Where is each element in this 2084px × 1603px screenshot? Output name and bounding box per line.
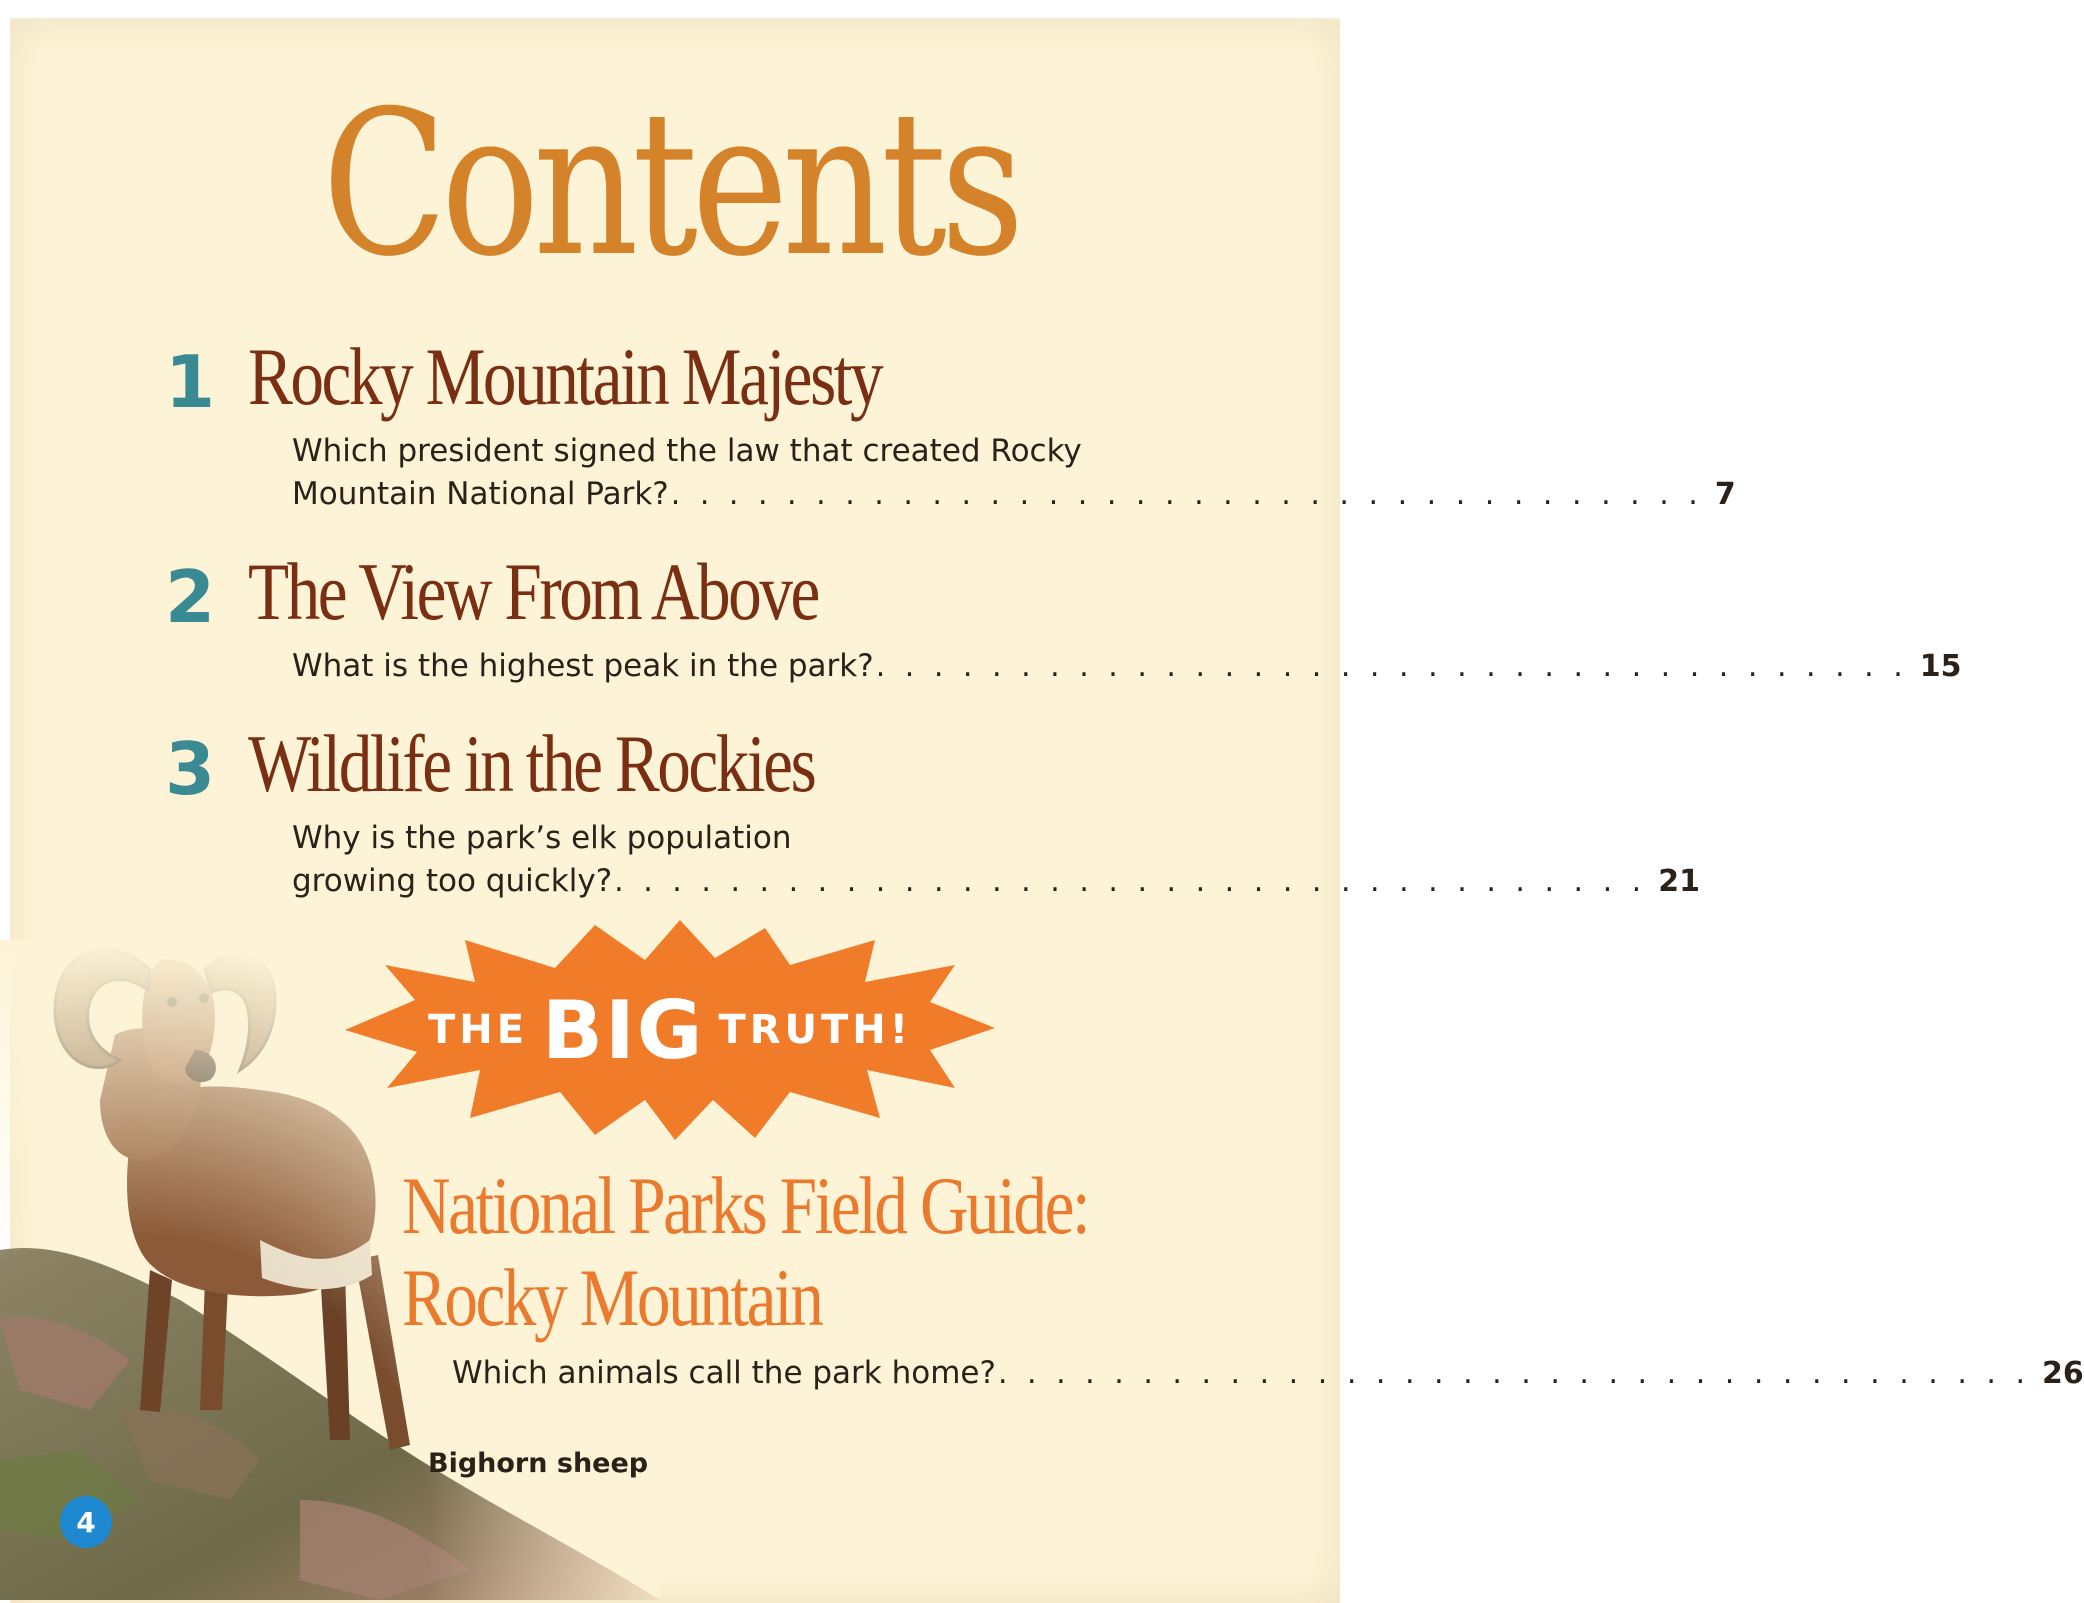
dot-leader: . . . . . . . . . . . . . . . . . . . . . . . . . . . . . . . . . . . . xyxy=(670,477,1703,512)
dot-leader: . . . . . . . . . . . . . . . . . . . . . . . . . . . . . . . . . . . . xyxy=(875,649,1908,684)
chapter-title: Wildlife in the Rockies xyxy=(248,718,815,809)
photo-caption: Bighorn sheep xyxy=(428,1448,649,1479)
page-reference: 21 xyxy=(1658,864,1700,899)
chapter-question xyxy=(292,430,1736,516)
question-line: Which president signed the law that created Rocky xyxy=(292,433,1082,469)
chapter-question xyxy=(292,645,1962,688)
page-number-badge: 4 xyxy=(60,1496,112,1548)
field-guide-heading xyxy=(402,1160,1088,1344)
page-title: Contents xyxy=(321,68,1019,301)
big-truth-word-big: BIG xyxy=(542,983,705,1077)
question-line: Which animals call the park home? xyxy=(452,1355,996,1391)
field-guide-question xyxy=(452,1352,2084,1395)
page-reference: 26 xyxy=(2042,1356,2084,1391)
chapter-number: 2 xyxy=(164,555,216,639)
chapter-number: 1 xyxy=(164,340,216,424)
chapter-question xyxy=(292,817,1700,903)
chapter-number: 3 xyxy=(164,727,216,811)
question-line: Why is the park’s elk population xyxy=(292,820,792,856)
question-line: Mountain National Park? xyxy=(292,476,669,512)
big-truth-logo xyxy=(345,920,995,1140)
question-line: growing too quickly? xyxy=(292,863,613,899)
chapter-title: The View From Above xyxy=(248,546,818,637)
page-reference: 15 xyxy=(1919,649,1962,684)
field-guide-heading-line: National Parks Field Guide: xyxy=(402,1160,1089,1251)
dot-leader: . . . . . . . . . . . . . . . . . . . . . . . . . . . . . . . . . . . . xyxy=(997,1356,2031,1391)
chapter-title: Rocky Mountain Majesty xyxy=(248,331,882,422)
big-truth-word: THE xyxy=(427,1007,529,1053)
dot-leader: . . . . . . . . . . . . . . . . . . . . . . . . . . . . . . . . . . . . xyxy=(614,864,1647,899)
field-guide-heading-line: Rocky Mountain xyxy=(402,1252,822,1343)
question-line: What is the highest peak in the park? xyxy=(292,648,874,684)
big-truth-word: TRUTH! xyxy=(718,1007,913,1053)
page-reference: 7 xyxy=(1714,477,1736,512)
